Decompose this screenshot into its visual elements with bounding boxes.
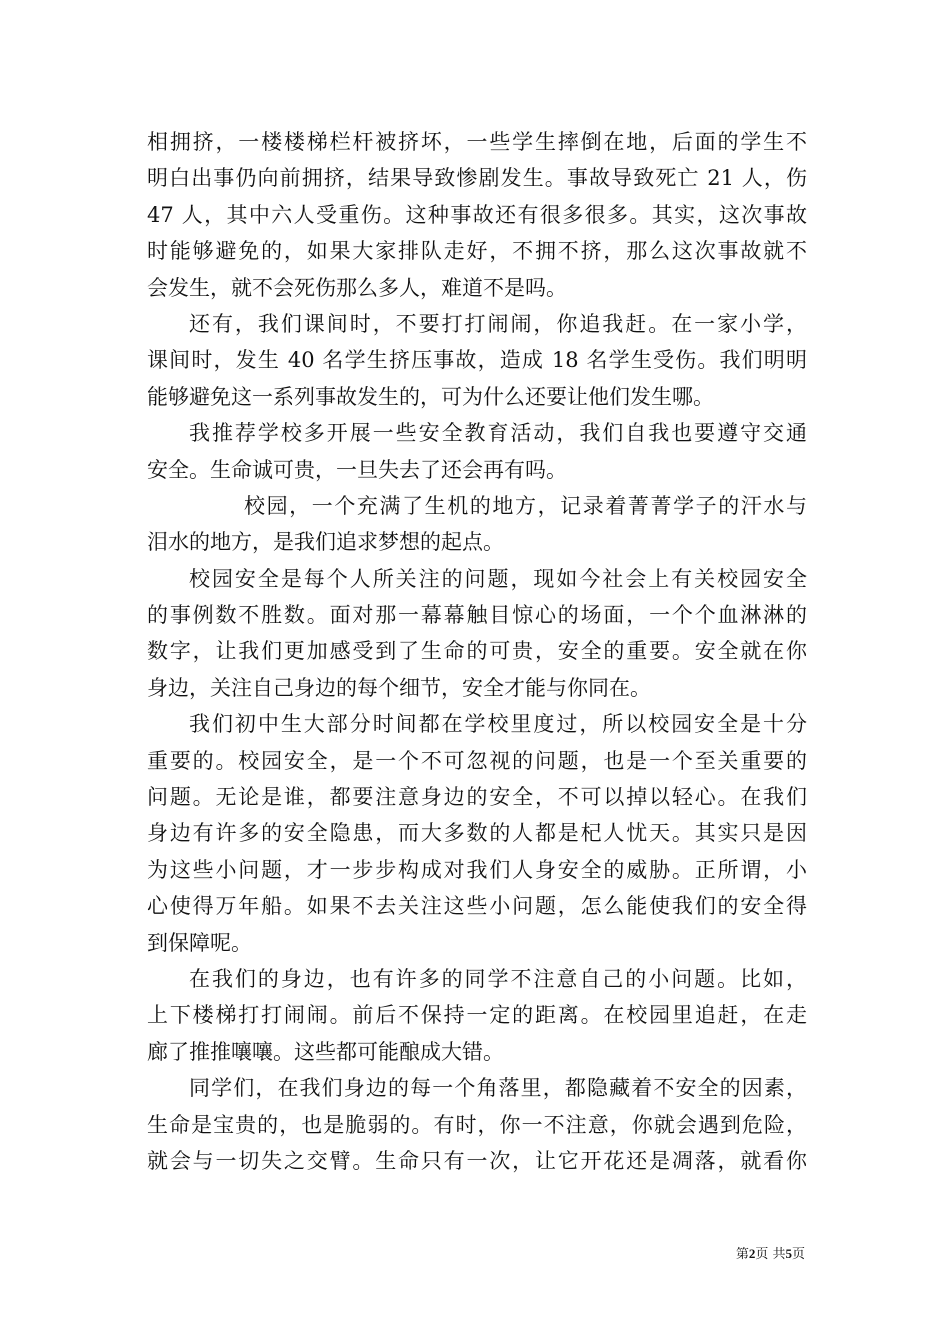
paragraph-first-line: 我推荐学校多开展一些安全教育活动，我们自我也要遵守交通 (189, 421, 807, 446)
footer-prefix: 第 (735, 1247, 749, 1262)
text-line: 问题。无论是谁，都要注意身边的安全，不可以掉以轻心。在我们 (147, 785, 807, 810)
paragraph-first-line: 在我们的身边，也有许多的同学不注意自己的小问题。比如， (189, 966, 807, 991)
text-line: 泪水的地方，是我们追求梦想的起点。 (147, 530, 504, 555)
text-line: 重要的。校园安全，是一个不可忽视的问题，也是一个至关重要的 (147, 748, 807, 773)
text-line: 身边有许多的安全隐患，而大多数的人都是杞人忧天。其实只是因 (147, 821, 807, 846)
text-line: 时能够避免的，如果大家排队走好，不拥不挤，那么这次事故就不 (147, 239, 807, 264)
text-line: 生命是宝贵的，也是脆弱的。有时，你一不注意，你就会遇到危险， (147, 1112, 807, 1137)
paragraph-first-line: 同学们，在我们身边的每一个角落里，都隐藏着不安全的因素， (189, 1076, 807, 1101)
text-line: 明白出事仍向前拥挤，结果导致惨剧发生。事故导致死亡 21 人，伤 (147, 166, 807, 191)
current-page-number: 2 (748, 1246, 756, 1261)
text-line: 数字，让我们更加感受到了生命的可贵，安全的重要。安全就在你 (147, 639, 807, 664)
paragraph-first-line: 还有，我们课间时，不要打打闹闹，你追我赶。在一家小学， (189, 311, 807, 336)
text-line: 47 人，其中六人受重伤。这种事故还有很多很多。其实，这次事故 (147, 202, 807, 227)
text-line: 安全。生命诚可贵，一旦失去了还会再有吗。 (147, 457, 567, 482)
text-line: 心使得万年船。如果不去关注这些小问题，怎么能使我们的安全得 (147, 894, 807, 919)
text-line: 能够避免这一系列事故发生的，可为什么还要让他们发生哪。 (147, 384, 714, 409)
text-line: 相拥挤，一楼楼梯栏杆被挤坏，一些学生摔倒在地，后面的学生不 (147, 130, 807, 154)
text-line: 的事例数不胜数。面对那一幕幕触目惊心的场面，一个个血淋淋的 (147, 603, 807, 628)
text-line: 到保障呢。 (147, 930, 252, 955)
text-line: 为这些小问题，才一步步构成对我们人身安全的威胁。正所谓，小 (147, 857, 807, 882)
text-line: 就会与一切失之交臂。生命只有一次，让它开花还是凋落，就看你 (147, 1148, 807, 1173)
footer-middle: 页 共 (755, 1247, 786, 1262)
text-line: 廊了推推嚷嚷。这些都可能酿成大错。 (147, 1039, 504, 1064)
text-line: 课间时，发生 40 名学生挤压事故，造成 18 名学生受伤。我们明明 (147, 348, 807, 373)
text-line: 上下楼梯打打闹闹。前后不保持一定的距离。在校园里追赶，在走 (147, 1003, 807, 1028)
document-body (147, 124, 807, 1179)
paragraph-first-line: 校园安全是每个人所关注的问题，现如今社会上有关校园安全 (189, 566, 807, 591)
total-page-number: 5 (785, 1246, 792, 1261)
text-line: 会发生，就不会死伤那么多人，难道不是吗。 (147, 275, 567, 300)
footer-suffix: 页 (791, 1247, 805, 1262)
page-footer (736, 1246, 805, 1263)
text-line: 身边，关注自己身边的每个细节，安全才能与你同在。 (147, 675, 651, 700)
paragraph-first-line: 校园，一个充满了生机的地方，记录着菁菁学子的汗水与 (244, 493, 807, 518)
paragraph-first-line: 我们初中生大部分时间都在学校里度过，所以校园安全是十分 (189, 712, 807, 737)
